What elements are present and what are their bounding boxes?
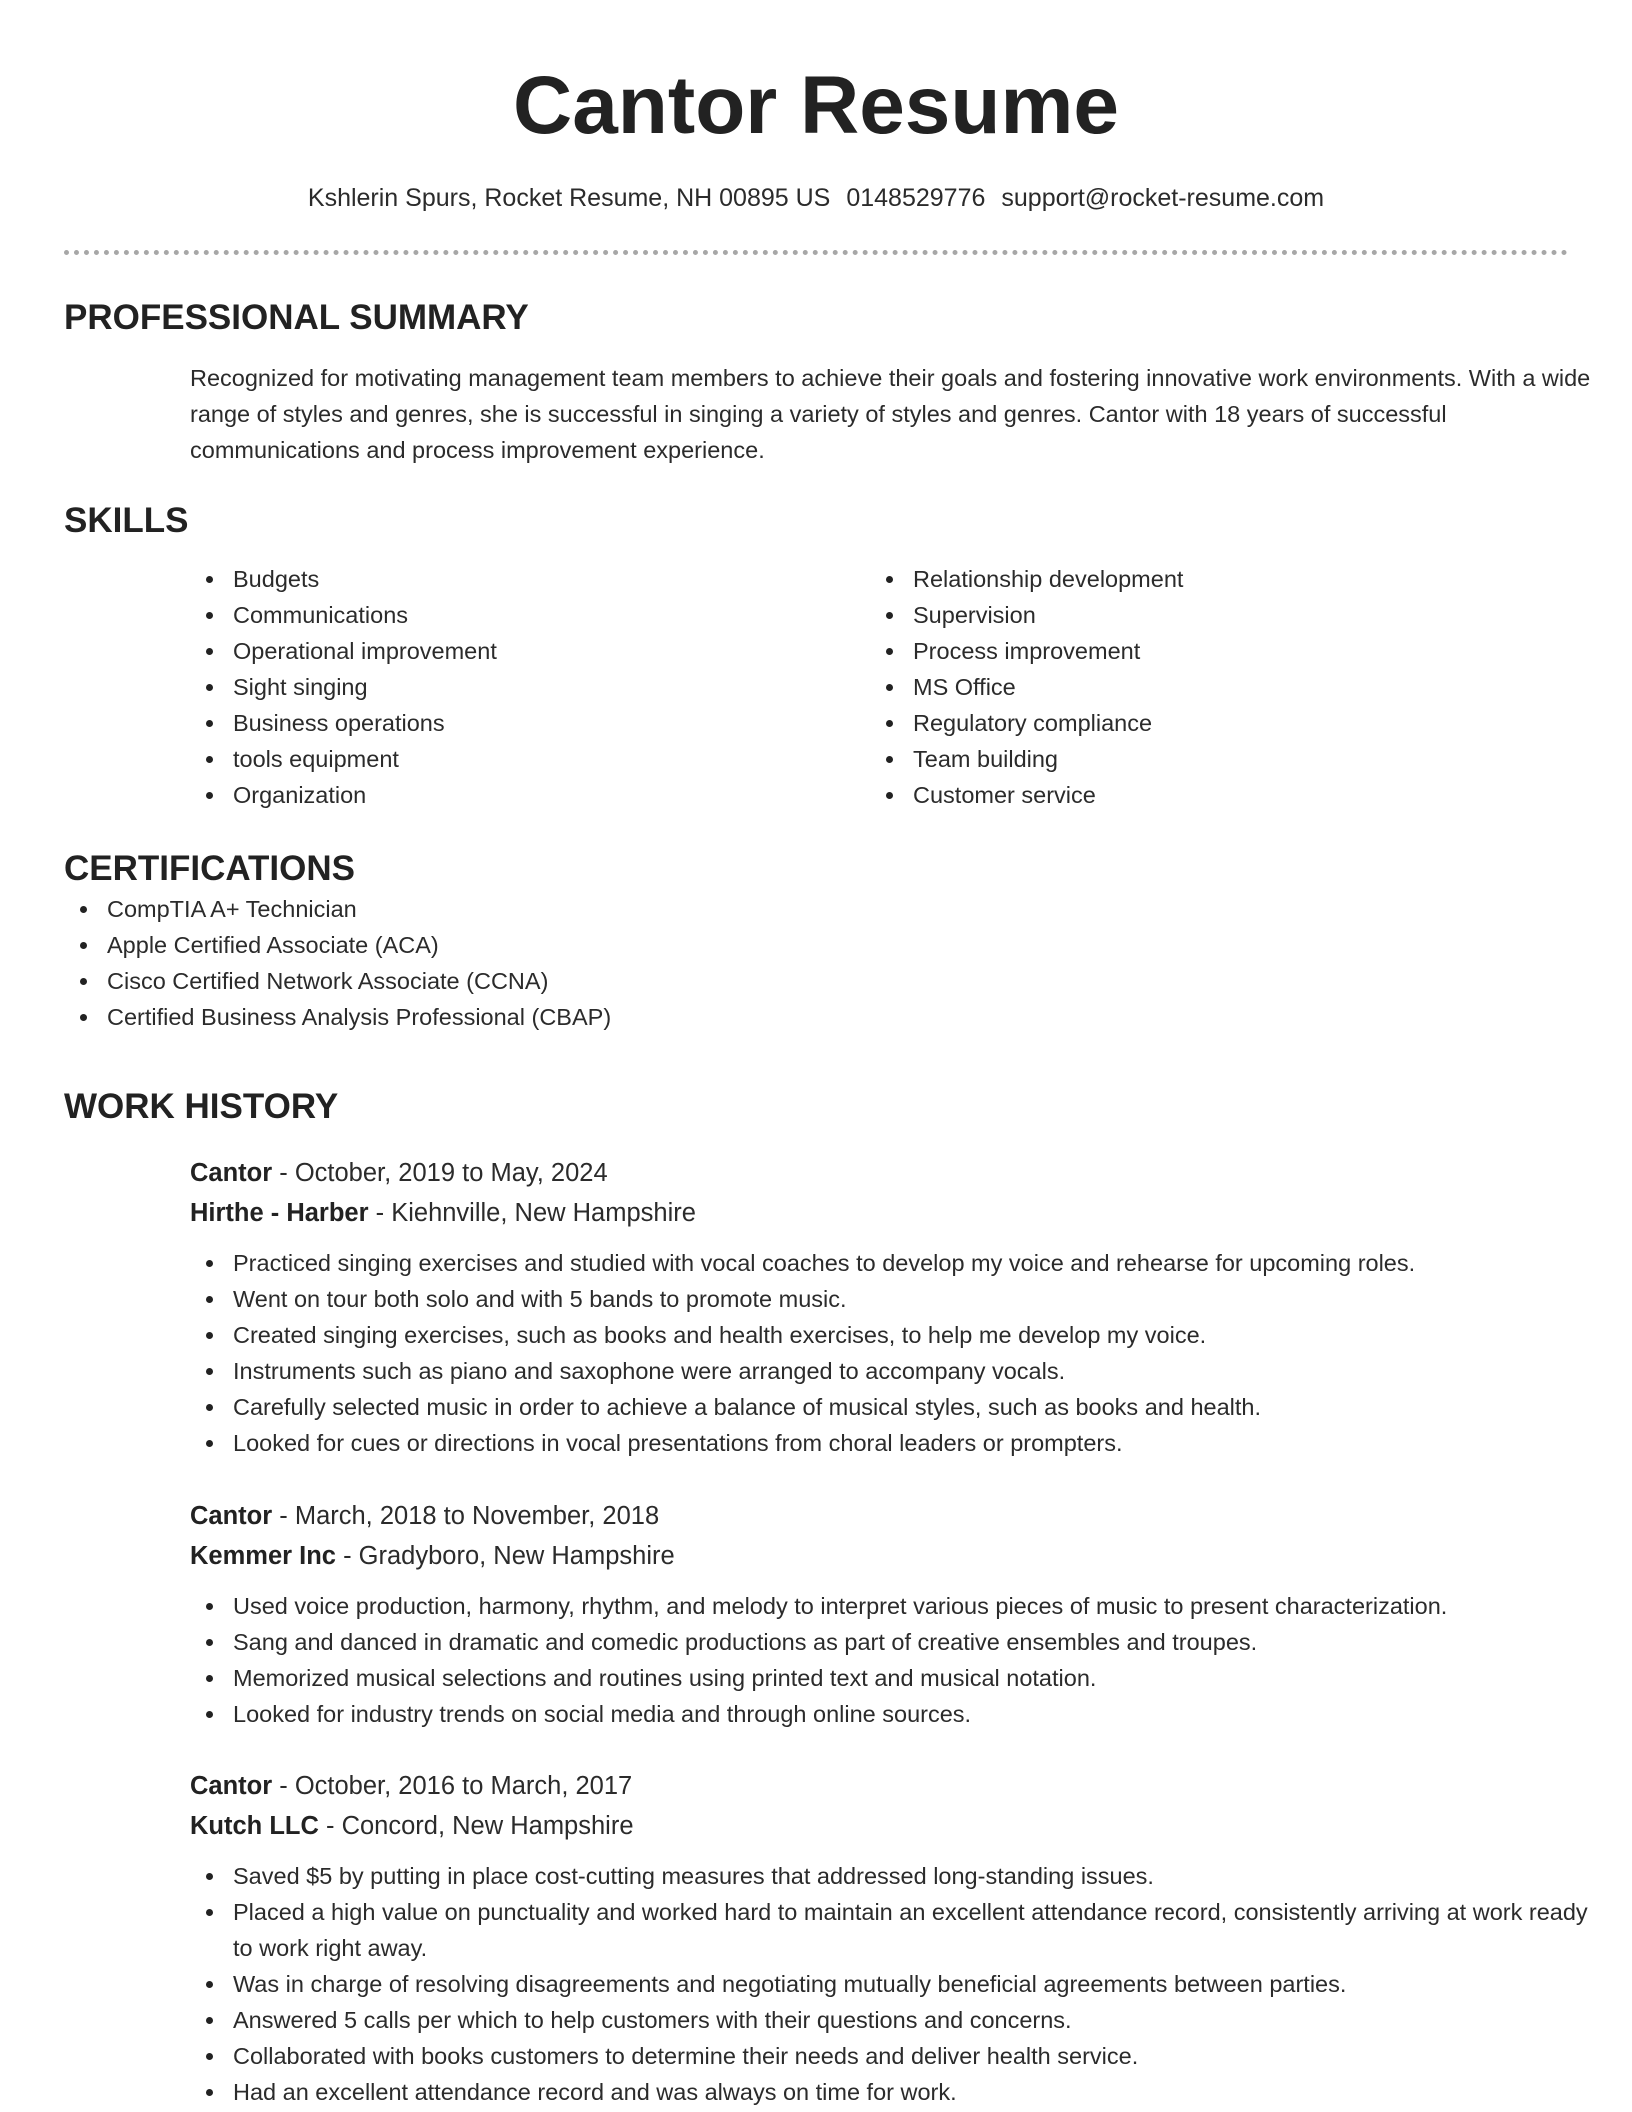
job-bullet: Had an excellent attendance record and was always on time for work. xyxy=(190,2074,1600,2110)
skills-list-left xyxy=(190,561,870,813)
job-bullet: Memorized musical selections and routines using printed text and musical notation. xyxy=(190,1660,1600,1696)
certifications-list xyxy=(64,891,1568,1035)
skill-item: Sight singing xyxy=(190,669,870,705)
certification-item: Certified Business Analysis Professional (CBAP) xyxy=(64,999,1568,1035)
job-bullet: Sang and danced in dramatic and comedic productions as part of creative ensembles and troupes. xyxy=(190,1624,1600,1660)
job-entry xyxy=(64,1766,1588,2110)
job-bullet: Was in charge of resolving disagreements and negotiating mutually beneficial agreements between parties. xyxy=(190,1966,1600,2002)
skill-item: Organization xyxy=(190,777,870,813)
job-bullet: Created singing exercises, such as books and health exercises, to help me develop my voice. xyxy=(190,1317,1600,1353)
job-title-line xyxy=(190,1496,1568,1536)
certifications-section xyxy=(64,847,1568,1035)
skill-item: tools equipment xyxy=(190,741,870,777)
job-title: Cantor xyxy=(190,1502,273,1530)
job-details xyxy=(190,1766,1588,2110)
job-bullet: Collaborated with books customers to determine their needs and deliver health service. xyxy=(190,2038,1600,2074)
resume-name: Cantor Resume xyxy=(512,60,1120,151)
job-bullet: Saved $5 by putting in place cost-cutting measures that addressed long-standing issues. xyxy=(190,1858,1600,1894)
job-bullets xyxy=(190,1245,1600,1461)
skills-heading: SKILLS xyxy=(64,501,189,540)
skills-columns xyxy=(190,561,1568,813)
job-bullet: Instruments such as piano and saxophone were arranged to accompany vocals. xyxy=(190,1353,1600,1389)
skill-item: Process improvement xyxy=(870,633,1550,669)
job-bullet: Carefully selected music in order to achieve a balance of musical styles, such as books and health. xyxy=(190,1389,1600,1425)
certification-item: CompTIA A+ Technician xyxy=(64,891,1568,927)
contact-address: Kshlerin Spurs, Rocket Resume, NH 00895 US xyxy=(307,184,831,212)
contact-line xyxy=(0,180,1632,216)
summary-section xyxy=(64,296,1591,468)
job-bullet: Practiced singing exercises and studied with vocal coaches to develop my voice and rehearse for upcoming roles. xyxy=(190,1245,1600,1281)
job-details xyxy=(190,1496,1568,1732)
job-company: Kutch LLC xyxy=(190,1812,319,1840)
skill-item: Budgets xyxy=(190,561,870,597)
work-history-heading: WORK HISTORY xyxy=(64,1087,339,1126)
job-company-line xyxy=(190,1536,1568,1576)
summary-text: Recognized for motivating management team members to achieve their goals and fostering innovative work environments. With a wide range of styles and genres, she is successful in singing a variety of styles and genres. Cantor with 18 years of successful communications and process improvement experience. xyxy=(190,365,1591,463)
job-title: Cantor xyxy=(190,1159,273,1187)
summary-heading: PROFESSIONAL SUMMARY xyxy=(64,298,529,337)
skill-item: Communications xyxy=(190,597,870,633)
job-entry xyxy=(64,1496,1568,1732)
job-company: Kemmer Inc xyxy=(190,1542,336,1570)
contact-email: support@rocket-resume.com xyxy=(1001,184,1325,212)
certifications-heading: CERTIFICATIONS xyxy=(64,849,356,888)
skill-item: Team building xyxy=(870,741,1550,777)
job-title: Cantor xyxy=(190,1772,273,1800)
job-title-line xyxy=(190,1766,1568,1806)
skill-item: Relationship development xyxy=(870,561,1550,597)
job-entry xyxy=(64,1153,1568,1461)
job-dates: - October, 2019 to May, 2024 xyxy=(272,1159,608,1187)
header-divider xyxy=(64,250,1568,255)
job-location: - Concord, New Hampshire xyxy=(318,1812,634,1840)
job-details xyxy=(190,1153,1568,1461)
job-bullet: Placed a high value on punctuality and worked hard to maintain an excellent attendance record, consistently arriving at work ready to work right away. xyxy=(190,1894,1600,1966)
contact-phone: 0148529776 xyxy=(846,184,986,212)
job-company: Hirthe - Harber xyxy=(190,1199,369,1227)
skill-item: Supervision xyxy=(870,597,1550,633)
skill-item: MS Office xyxy=(870,669,1550,705)
job-bullet: Used voice production, harmony, rhythm, and melody to interpret various pieces of music to present characterization. xyxy=(190,1588,1600,1624)
job-bullet: Answered 5 calls per which to help customers with their questions and concerns. xyxy=(190,2002,1600,2038)
skill-item: Business operations xyxy=(190,705,870,741)
job-bullets xyxy=(190,1588,1600,1732)
job-bullets xyxy=(190,1858,1600,2110)
work-history-section xyxy=(64,1085,1568,1129)
job-location: - Gradyboro, New Hampshire xyxy=(335,1542,675,1570)
skills-section xyxy=(64,499,1568,813)
job-bullet: Went on tour both solo and with 5 bands to promote music. xyxy=(190,1281,1600,1317)
job-bullet: Looked for industry trends on social media and through online sources. xyxy=(190,1696,1600,1732)
job-title-line xyxy=(190,1153,1568,1193)
job-location: - Kiehnville, New Hampshire xyxy=(368,1199,696,1227)
certification-item: Apple Certified Associate (ACA) xyxy=(64,927,1568,963)
skills-list-right xyxy=(870,561,1550,813)
certification-item: Cisco Certified Network Associate (CCNA) xyxy=(64,963,1568,999)
job-company-line xyxy=(190,1806,1568,1846)
skill-item: Regulatory compliance xyxy=(870,705,1550,741)
job-dates: - March, 2018 to November, 2018 xyxy=(272,1502,660,1530)
skill-item: Operational improvement xyxy=(190,633,870,669)
job-dates: - October, 2016 to March, 2017 xyxy=(272,1772,633,1800)
skill-item: Customer service xyxy=(870,777,1550,813)
job-bullet: Looked for cues or directions in vocal presentations from choral leaders or prompters. xyxy=(190,1425,1600,1461)
job-company-line xyxy=(190,1193,1568,1233)
